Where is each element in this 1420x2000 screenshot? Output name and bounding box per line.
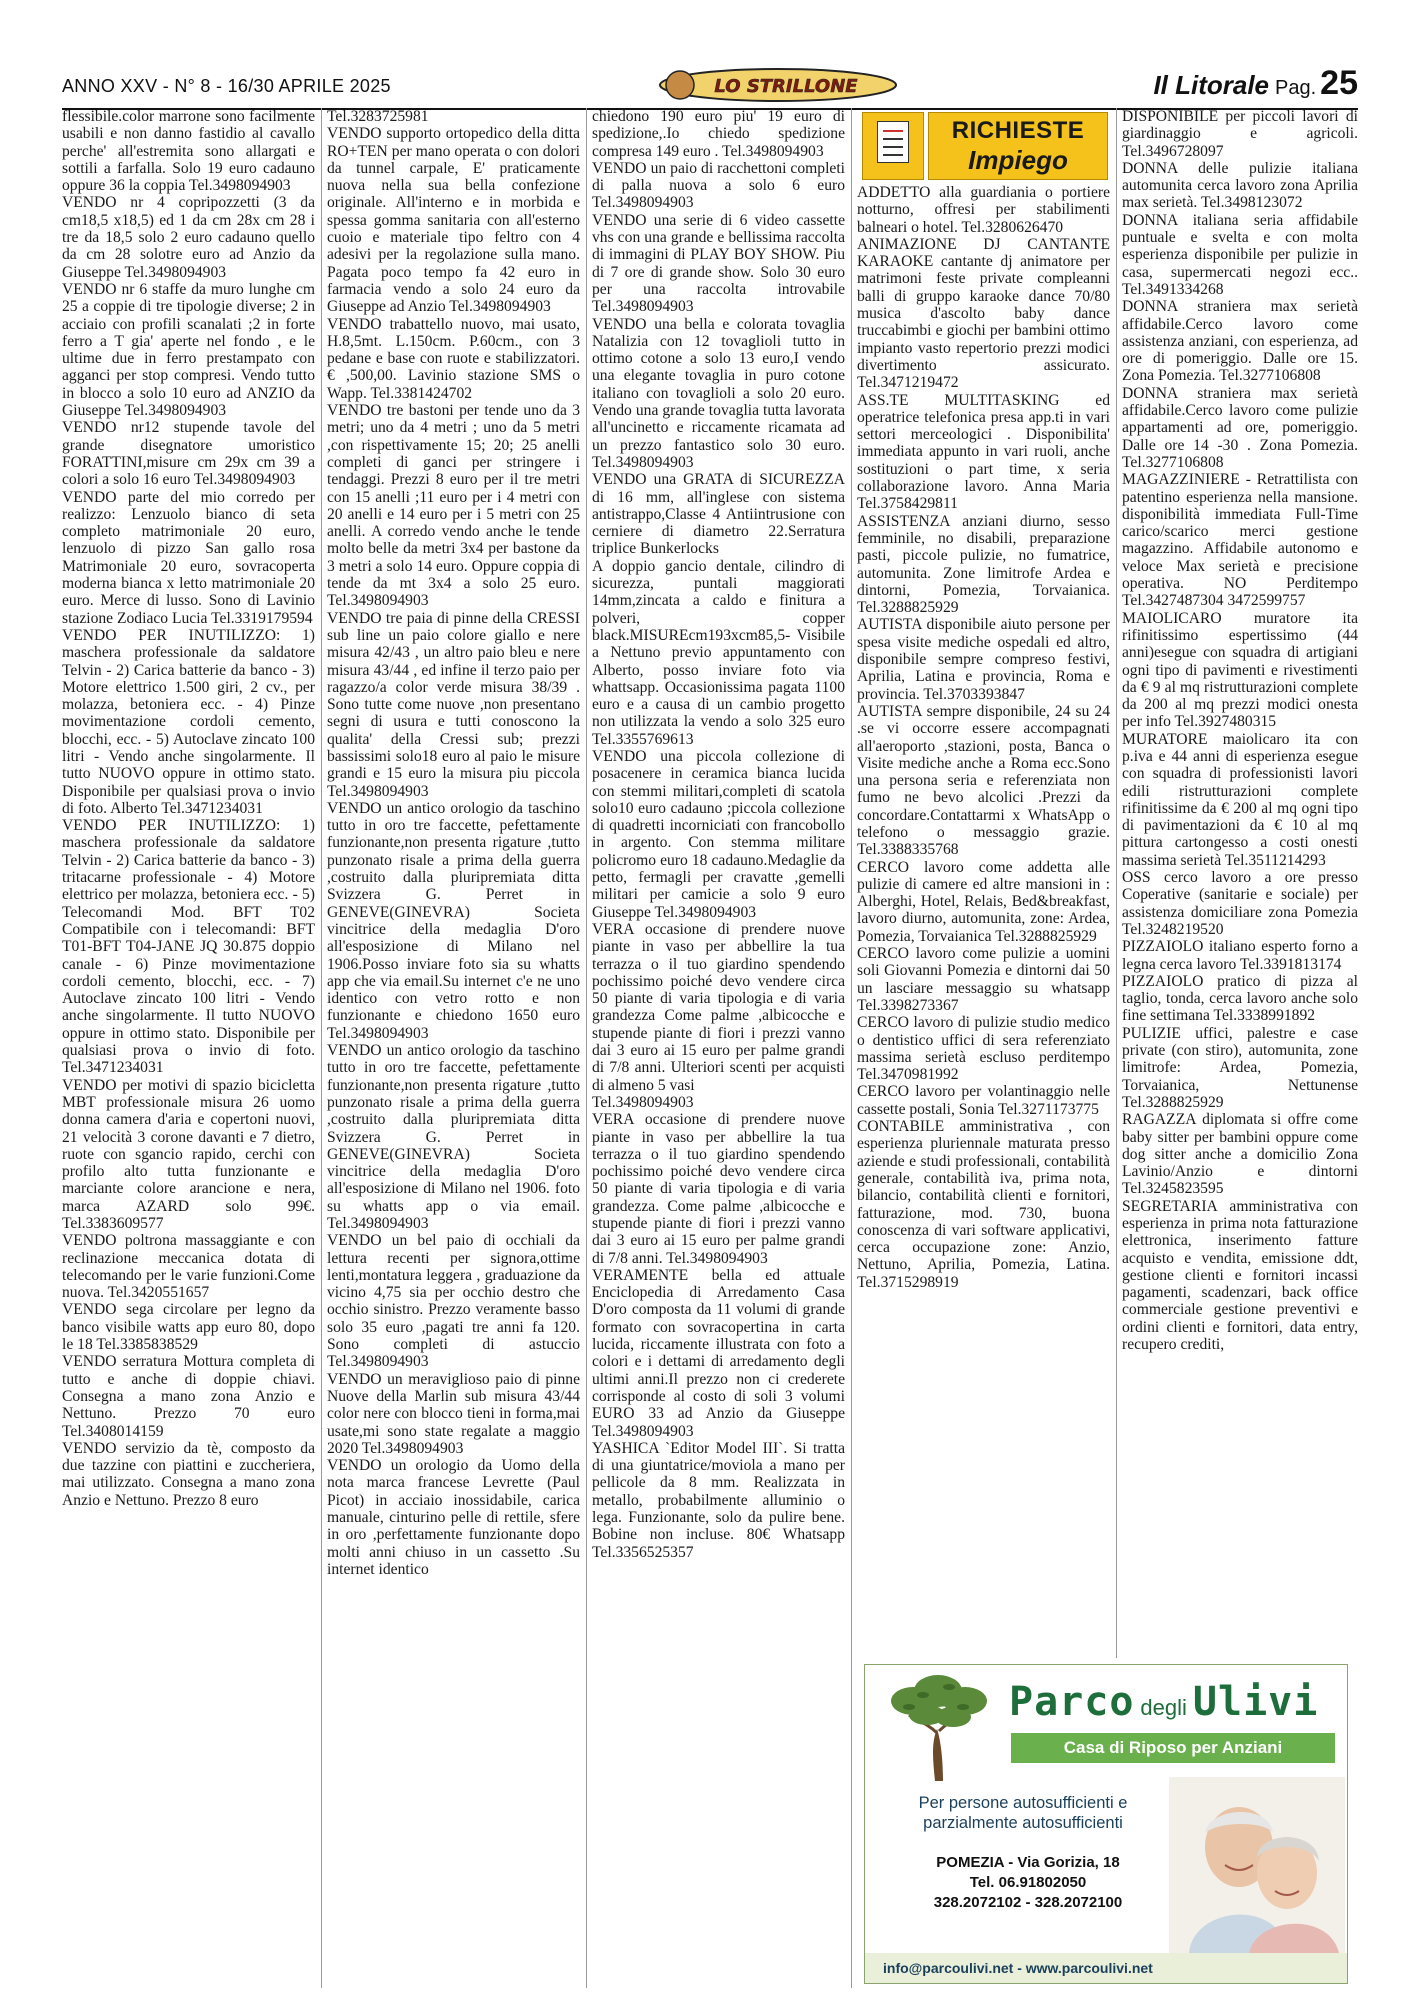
classified-ad: VENDO una bella e colorata tovaglia Natalizia con 12 tovaglioli tutto in ottimo cotone a solo 13 euro,I vendo una elegante tovaglia in puro cotone italiano con tovaglioli a solo 20 euro. Vendo una grande tovaglia tutta lavorata all'uncinetto e riccamente ricamata ad un prezzo fantastico solo 30 euro. Tel.3498094903 (592, 315, 845, 471)
classified-ad: VENDO una piccola collezione di posacenere in ceramica bianca lucida con stemmi militari,completi di scatola solo10 euro cadauno ;piccola collezione di quadretti incorniciati con francobollo in argento. Con stemma militare policromo euro 18 cadauno.Medaglie da petto, fermagli per cravatte ,gemelli militari per camicie a solo 9 euro Giuseppe Tel.3498094903 (592, 747, 845, 921)
classified-ad: VENDO nr12 stupende tavole del grande disegnatore umoristico FORATTINI,misure cm 29x cm 39 a colori a solo 16 euro Tel.3498094903 (62, 419, 315, 489)
lo-strillone-logo (658, 66, 898, 104)
classified-ad: VENDO per motivi di spazio bicicletta MBT professionale misura 26 uomo donna camera d'aria e copertoni nuovi, 21 velocità 3 corone davanti e 7 dietro, ruote con sgancio rapido, cerchi con profilo alto tutta funzionante e marciante colore arancione e nera, marca AZARD solo 99€. Tel.3383609577 (62, 1076, 315, 1232)
advert-contacts (883, 1853, 1173, 1913)
classified-ad: CERCO lavoro di pulizie studio medico o dentistico uffici di sera referenziato massima serietà escluso perditempo Tel.3470981992 (857, 1014, 1110, 1084)
classified-ad: Tel.3498094903 (592, 1093, 694, 1111)
classified-ad: CERCO lavoro come addetta alle pulizie di camere ed altre mansioni in : Alberghi, Hotel, Relais, Bed&breakfast, lavoro diurno, automunita, zone: Ardea, Pomezia, Torvaianica Tel.3288825929 (857, 858, 1110, 945)
classified-ad: VENDO un paio di racchettoni completi di palla nuova a solo 6 euro Tel.3498094903 (592, 159, 845, 212)
section-title-line1: RICHIESTE (951, 117, 1085, 144)
section-richieste-impiego (862, 112, 1108, 178)
classified-ad: CERCO lavoro per volantinaggio nelle cassette postali, Sonia Tel.3271173775 (857, 1083, 1110, 1118)
advert-phone: Tel. 06.91802050 (969, 1874, 1087, 1891)
section-title (928, 112, 1108, 180)
classified-ad: A doppio gancio dentale, cilindro di sicurezza, puntali maggiorati 14mm,zincata a caldo e finitura a polveri, copper black.MISUREcm193xcm85,5- Visibile a Nettuno previo appuntamento con Alberto, posso inviare foto via whattsapp. Occasionissima pagata 1100 euro e a causa di un cambio progetto non utilizzata la vendo a solo 325 euro Tel.3355769613 (592, 557, 845, 748)
desc-line: Per persone autosufficienti e (918, 1794, 1128, 1812)
classified-ad: Tel.3283725981 (327, 108, 429, 125)
classified-ad: flessibile.color marrone sono facilmente usabili e non danno fastidio al cavallo perche' all'estremita sono allargati e sottili a farfalla. Solo 19 euro cadauno oppure 36 la coppia Tel.3498094903 (62, 108, 315, 195)
classified-ad: VENDO una GRATA di SICUREZZA di 16 mm, all'inglese con sistema antistrappo,Classe 4 Antiintrusione con cerniere di diametro 22.Serratura triplice Bunkerlocks (592, 471, 845, 558)
classified-ad: VENDO tre paia di pinne della CRESSI sub line un paio colore giallo e nere misura 42/43 , un altro paio bleu e nere misura 43/44 , ed infine il terzo paio per ragazzo/a color verde misura 38/39 . Sono tutte come nuove ,non presentano segni di usura e tutti conoscono la qualita' della Cressi sub; prezzi bassissimi solo18 euro al paio le misure grandi e 15 euro la misura piu piccola Tel.3498094903 (327, 609, 580, 800)
column-rule (1116, 108, 1117, 1658)
classified-ad: ANIMAZIONE DJ CANTANTE KARAOKE cantante dj animatore per matrimoni feste private compleanni balli di gruppo karaoke dance 70/80 musica d'ascolto baby dance truccabimbi e giochi per bambini ottimo impianto vasto repertorio prezzi modici divertimento assicurato. Tel.3471219472 (857, 235, 1110, 392)
classified-ad: MAGAZZINIERE - Retrattilista con patentino esperienza nella mansione. disponibilità immediata Full-Time carico/scarico merci gestione magazzino. Affidabile autonomo e veloce Max serietà e precisione operativa. NO Perditempo Tel.3427487304 3472599757 (1122, 471, 1358, 610)
advert-web (865, 1953, 1347, 1983)
column-1 (62, 108, 315, 1988)
brand-parco: Parco (1009, 1679, 1135, 1725)
brand-ulivi: Ulivi (1192, 1679, 1319, 1725)
elderly-couple-photo (1169, 1777, 1345, 1953)
advert-tagline: Casa di Riposo per Anziani (1011, 1733, 1335, 1763)
column-3 (592, 108, 845, 1988)
classified-ad: AUTISTA disponibile aiuto persone per spesa visite mediche ospedali ed altro, disponibile sempre compreso festivi, Aprilia, Latina e provincia, Roma e provincia. Tel.3703393847 (857, 616, 1110, 703)
classified-ad: VENDO trabattello nuovo, mai usato, H.8,5mt. L.150cm. P.60cm., con 3 pedane e base con ruote e stabilizzatori.€ ,500,00. Lavinio stazione SMS o Wapp. Tel.3381424702 (327, 315, 580, 402)
classified-ad: YASHICA `Editor Model III`. Si tratta di una giuntatrice/moviola a mano per pellicole da 8 mm. Realizzata in metallo, probabilmente alluminio o lega. Funzionante, solo da pulire bene. Bobine non incluse. 80€ Whatsapp Tel.3356525357 (592, 1439, 845, 1561)
logo-text: LO STRILLONE (714, 76, 858, 97)
olive-tree-icon (883, 1671, 993, 1783)
page-number: 25 (1320, 64, 1358, 102)
classified-ad: CONTABILE amministrativa , con esperienza pluriennale maturata presso aziende e studi professionali, contabilità generale, contabilità iva, prima nota, bilancio, contabilità clienti e fornitori, fatturazione, mod. 730, buona conoscenza di vari software applicativi, cerca occupazione zone: Anzio, Nettuno, Aprilia, Pomezia, Latina. Tel.3715298919 (857, 1118, 1110, 1291)
classified-ad: DONNA delle pulizie italiana automunita cerca lavoro zona Aprilia max serietà. Tel.3498123072 (1122, 159, 1358, 212)
advert-address: POMEZIA - Via Gorizia, 18 (936, 1854, 1120, 1871)
classified-ad: DONNA straniera max serietà affidabile.Cerco lavoro come pulizie appartamenti ad ore, pomeriggio. Dalle ore 14 -30 . Zona Pomezia. Tel.3277106808 (1122, 384, 1358, 471)
classified-ad: ASSISTENZA anziani diurno, sesso femminile, no disabili, preparazione pasti, piccole pulizie, no fumatrice, automunita. Zone limitrofe Ardea e dintorni, Pomezia, Torvaianica. Tel.3288825929 (857, 512, 1110, 617)
classified-ad: AUTISTA sempre disponibile, 24 su 24 .se vi occorre essere accompagnati all'aeroporto ,stazioni, posta, Banca o Visite mediche anche a Roma ecc.Sono una persona seria e referenziata non fumo ne bevo alcolici .Prezzi da concordare.Contattarmi x WhatsApp o telefono o messaggio grazie. Tel.3388335768 (857, 702, 1110, 859)
classified-ad: CERCO lavoro come pulizie a uomini soli Giovanni Pomezia e dintorni dai 50 un lasciare messaggio su whatsapp Tel.3398273367 (857, 945, 1110, 1014)
classified-ad: RAGAZZA diplomata si offre come baby sitter per bambini oppure come dog sitter anche a domicilio Zona Lavinio/Anzio e dintorni Tel.3245823595 (1122, 1111, 1358, 1198)
classified-ad: VENDO un meraviglioso paio di pinne Nuove della Marlin sub misura 43/44 color nere con blocco tieni in forma,mai usate,mi sono state regalate a maggio 2020 Tel.3498094903 (327, 1370, 580, 1457)
classified-ad: PIZZAIOLO italiano esperto forno a legna cerca lavoro Tel.3391813174 (1122, 938, 1358, 973)
page-label: Pag. (1275, 77, 1317, 99)
advert-web-text: info@parcoulivi.net - www.parcoulivi.net (883, 1960, 1153, 1976)
classified-ad: VENDO parte del mio corredo per realizzo: Lenzuolo bianco di seta completo matrimoniale 20 euro, lenzuolo di pizzo San gallo rosa Matrimoniale 20 euro, sovracoperta moderna bianca x letto matrimoniale 20 euro. Merce di lusso. Sono di Lavinio stazione Zodiaco Lucia Tel.3319179594 (62, 488, 315, 627)
advert-description (883, 1793, 1163, 1833)
issue-info: ANNO XXV - N° 8 - 16/30 APRILE 2025 (62, 76, 391, 96)
classified-ad: VERA occasione di prendere nuove piante in vaso per abbellire la tua terrazza o il tuo giardino spendendo pochissimo poiché devo vendere circa 50 piante di varia tipologia e di varia grandezza. Come palme ,albicocche e stupende piante di fiori i prezzi vanno dai 3 euro ai 15 euro per palme grandi di 7/8 anni. Tel.3498094903 (592, 1111, 845, 1267)
classified-ad: PIZZAIOLO pratico di pizza al taglio, tonda, cerca lavoro anche solo fine settimana Tel.3338991892 (1122, 972, 1358, 1025)
classified-ad: VENDO un bel paio di occhiali da lettura recenti per signora,ottime lenti,montatura leggera , graduazione da vicino 4,75 sia per occhio destro che occhio sinistro. Prezzo veramente basso solo 35 euro ,pagati tre anni fa 120. Sono completi di astuccio Tel.3498094903 (327, 1232, 580, 1371)
classified-ad: OSS cerco lavoro a ore presso Coperative (sanitarie e sociale) per assistenza domiciliare zona Pomezia Tel.3248219520 (1122, 869, 1358, 938)
paper-name: Il Litorale (1153, 70, 1270, 100)
classified-ad: DISPONIBILE per piccoli lavori di giardinaggio e agricoli. Tel.3496728097 (1122, 108, 1358, 160)
classified-ad: VERAMENTE bella ed attuale Enciclopedia di Arredamento Casa D'oro composta da 11 volumi di grande formato con sovracopertina in carta lucida, riccamente illustrata con foto a colori e i dettami di arredamento degli ultimi anni.Il prezzo non ci crederete corrisponde al costo di soli 3 volumi EURO 33 ad Anzio da Giuseppe Tel.3498094903 (592, 1266, 845, 1440)
paper-page-label (1153, 64, 1358, 103)
column-rule (851, 108, 852, 1988)
classified-ad: VENDO poltrona massaggiante e con reclinazione meccanica dotata di telecomando per le varie funzioni.Come nuova. Tel.3420551657 (62, 1232, 315, 1302)
classified-ad: VENDO un antico orologio da taschino tutto in oro tre faccette, pefettamente funzionante,non presenta rigature ,tutto punzonato risale a prima della guerra ,costruito dalla pluripremiata ditta Svizzera G. Perret in GENEVE(GINEVRA) Societa vincitrice della medaglia D'oro all'esposizione di Milano nel 1906.Posso inviare foto sia su whatts app che via email.Su internet c'e ne uno identico con vetro rotto e non funzionante e chiedono 1650 euro Tel.3498094903 (327, 799, 580, 1042)
advert-parco-degli-ulivi (864, 1664, 1348, 1984)
classified-ad: MAIOLICARO muratore ita rifinitissimo espertissimo (44 anni)esegue con squadra di artigiani ogni tipo di pavimenti e rivestimenti da € 9 al mq ristrutturazioni complete da 200 al mq prezzi modici onesta per info Tel.3927480315 (1122, 609, 1358, 731)
classified-ad: VENDO sega circolare per legno da banco visibile watts app euro 80, dopo le 18 Tel.3385838529 (62, 1301, 315, 1354)
classified-ad: VENDO nr 6 staffe da muro lunghe cm 25 a coppie di tre tipologie diverse; 2 in acciaio con profili scanalati ;2 in forte ferro a T gia' aperte nel fondo , e le ultime due in ferro prestampato con agganci per stop compresi. Vendo tutto in blocco a solo 10 euro ad ANZIO da Giuseppe Tel.3498094903 (62, 280, 315, 420)
classified-ad: SEGRETARIA amministrativa con esperienza in prima nota fatturazione elettronica, inserimento fatture acquisto e vendita, emissione ddt, gestione clienti e fornitori incassi pagamenti, scadenzari, back office commerciale gestione preventivi e ordini clienti e fornitori, data entry, recupero crediti, (1122, 1197, 1358, 1354)
column-5 (1122, 108, 1358, 1778)
column-rule (586, 108, 587, 1988)
classified-ad: VENDO una serie di 6 video cassette vhs con una grande e bellissima raccolta di immagini di PLAY BOY SHOW. Piu di 7 ore di grande show. Solo 30 euro per una raccolta introvabile Tel.3498094903 (592, 211, 845, 316)
classified-ad: DONNA straniera max serietà affidabile.Cerco lavoro come assistenza anziani, con esperienza, ad ore di pomeriggio. Dalle ore 15. Zona Pomezia. Tel.3277106808 (1122, 298, 1358, 385)
desc-line: parzialmente autosufficienti (923, 1814, 1123, 1832)
classified-ad: VENDO tre bastoni per tende uno da 3 metri; uno da 4 metri ; uno da 5 metri ,con rispettivamente 15; 20; 25 anelli completi di ganci per stringere i tendaggi. Prezzi 8 euro per il tre metri con 15 anelli ;11 euro per i 4 metri con 20 anelli e 14 euro per i 5 metri con 25 anelli. A corredo vendo anche le tende molto belle da metri 3x4 per bastone da 3 metri a solo 14 euro. Oppure coppia di tende da mt 3x4 a solo 25 euro. Tel.3498094903 (327, 402, 580, 610)
classified-ad: VENDO PER INUTILIZZO: 1) maschera professionale da saldatore Telvin - 2) Carica batterie da banco - 3) tritacarne professionale - 4) Motore elettrico per molazza, betoniera ecc. - 5) Telecomandi Mod. BFT T02 Compatibile con i telecomandi: BFT T01-BFT T04-JANE JQ 30.875 doppio canale - 6) Pinze movimentazione cordoli cemento, blocchi, ecc. - 7) Autoclave zincato 100 litri - Vendo anche singolarmente. Il tutto NUOVO oppure in ottimo stato. Disponibile per qualsiasi prova o invio di foto. Tel.3471234031 (62, 817, 315, 1077)
classified-ad: DONNA italiana seria affidabile puntuale e svelta e con molta esperienza disponibile per pulizie in casa, supermercati negozi ecc.. Tel.3491334268 (1122, 211, 1358, 298)
column-rule (321, 108, 322, 1988)
classified-ad: VENDO un orologio da Uomo della nota marca francese Levrette (Paul Picot) in acciaio inossidabile, carica manuale, cinturino pelle di rettile, sfere in oro ,perfettamente funzionante dopo molti anni chiuso in un cassetto .Su internet identico (327, 1457, 580, 1578)
section-title-line2: Impiego (968, 145, 1068, 175)
column-2 (327, 108, 580, 1988)
classified-ad: VENDO un antico orologio da taschino tutto in oro tre faccette, pefettamente funzionante,non presenta rigature ,tutto punzonato risale a prima della guerra ,costruito dalla pluripremiata ditta Svizzera G. Perret in GENEVE(GINEVRA) Societa vincitrice della medaglia D'oro all'esposizione di Milano nel 1906. foto su whatts app o via email. Tel.3498094903 (327, 1042, 580, 1232)
column-4 (857, 184, 1110, 1854)
classified-ad: ADDETTO alla guardiania o portiere notturno, offresi per stabilimenti balneari o hotel. Tel.3280626470 (857, 184, 1110, 236)
classified-ad: PULIZIE uffici, palestre e case private (con stiro), automunita, zone limitrofe: Ardea, Pomezia, Torvaianica, Nettunense Tel.3288825929 (1122, 1024, 1358, 1111)
classified-ad: VENDO PER INUTILIZZO: 1) maschera professionale da saldatore Telvin - 2) Carica batterie da banco - 3) Motore elettrico 1.500 giri, 2 cv., per molazza, betoniera ecc. - 4) Pinze movimentazione cordoli cemento, blocchi, ecc. - 5) Autoclave zincato 100 litri - Vendo anche singolarmente. Il tutto NUOVO oppure in ottimo stato. Disponibile per qualsiasi prova o invio di foto. Alberto Tel.3471234031 (62, 626, 315, 817)
classified-ad: VENDO nr 4 copripozzetti (3 da cm18,5 x18,5) ed 1 da cm 28x cm 28 i tre da 18,5 solo 2 euro cadauno quello da cm 28 solotre euro ad Anzio da Giuseppe Tel.3498094903 (62, 194, 315, 281)
brand-degli: degli (1140, 1695, 1187, 1720)
classified-ad: VERA occasione di prendere nuove piante in vaso per abbellire la tua terrazza o il tuo giardino spendendo pochissimo poiché devo vendere circa 50 piante di varia tipologia e di varia grandezza Come palme ,albicocche e stupende piante di fiori i prezzi vanno dai 3 euro ai 15 euro per palme grandi di 7/8 anni. Ulteriori scenti per acquisti di almeno 5 vasi (592, 920, 845, 1094)
advert-mobiles: 328.2072102 - 328.2072100 (933, 1894, 1123, 1911)
classified-ad: VENDO supporto ortopedico della ditta RO+TEN per mano operata o con dolori da tunnel carpale, E' praticamente nuova nella sua bella confezione originale. All'interno e in morbida e spessa gomma sanitaria con all'esterno cuoio e materiale tipo feltro con 4 adesivi per la regolazione sulla mano. Pagata poco tempo fa 42 euro in farmacia vendo a solo 24 euro da Giuseppe ad Anzio Tel.3498094903 (327, 125, 580, 316)
page-header (62, 62, 1358, 110)
classified-ad: chiedono 190 euro piu' 19 euro di spedizione,.Io chiedo spedizione compresa 149 euro . Tel.3498094903 (592, 108, 845, 160)
classified-ad: VENDO serratura Mottura completa di tutto e anche di doppie chiavi. Consegna a mano zona Anzio e Nettuno. Prezzo 70 euro Tel.3408014159 (62, 1353, 315, 1440)
classified-ad: MURATORE maiolicaro ita con p.iva e 44 anni di esperienza esegue con squadra di professionisti lavori edili ristrutturazioni complete rifinitissime da € 200 al mq ogni tipo di pavimentazioni da € 10 al mq pittura cartongesso a costi onesti massima serietà Tel.3511214293 (1122, 730, 1358, 869)
classified-ad: ASS.TE MULTITASKING ed operatrice telefonica presa app.ti in vari settori merceologici . Disponibilita' immediata appunto in vari ruoli, anche sostituzioni o part time, x seria collaborazione lavoro. Anna Maria Tel.3758429811 (857, 391, 1110, 513)
advert-brand (1009, 1679, 1339, 1725)
newspaper-person-icon (862, 112, 924, 180)
classified-ad: VENDO servizio da tè, composto da due tazzine con piattini e zuccheriera, mai utilizzato. Consegna a mano zona Anzio e Nettuno. Prezzo 8 euro (62, 1439, 315, 1509)
